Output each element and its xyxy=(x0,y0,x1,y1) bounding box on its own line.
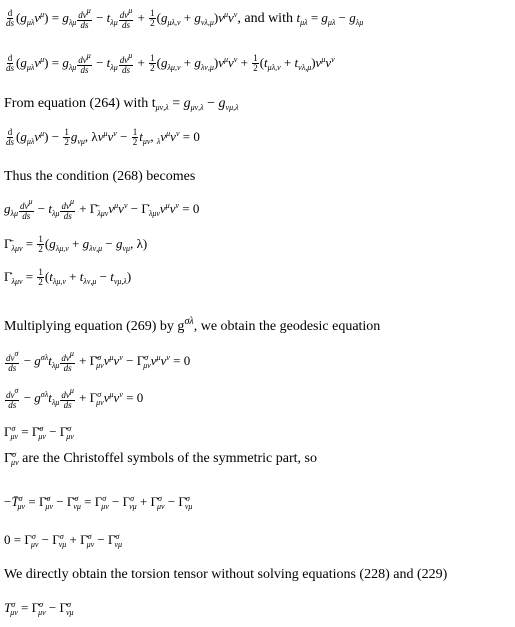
equation-line: $\Gammȧ_{\lambda\mu\nu}$ = $\frac{1}{2}$ $(t_{\lambda\mu,\nu} + t_{\lambda\nu,\mu} - t_{\nu\mu,\lambda})$ xyxy=(4,267,132,288)
equation-line: $\frac{d}{ds}$ $(g_{\mu\lambda}v^\mu) = g_{\lambda\mu}$ $dv^\mu$ ds − $t_{\lambda\mu}$ $dv^\mu$ ds + $\frac{1}{2}$ $(g_{\mu\lambda,\nu} + g_{\nu\lambda,\mu})v^\mu v^\nu$, and with $t_{\mu\lambda} = g_{\mu\lambda} - g_{\lambda\mu}$ xyxy=(6,6,364,31)
inline-text: , we obtain the geodesic equation xyxy=(193,319,381,334)
equation-line: $\frac{d}{ds}$ $(g_{\mu\lambda}v^\mu) = g_{\lambda\mu}$ $dv^\mu$ ds − $t_{\lambda\mu}$ $dv^\mu$ ds + $\frac{1}{2}$ $(g_{\lambda\mu,\nu} + g_{\lambda\nu,\mu})v^\mu v^\nu$ + $\frac{1}{2}$ $(t_{\mu\lambda,\nu} + t_{\nu\lambda,\mu})v^\mu v^\nu$ xyxy=(6,51,335,76)
equation-line: $T^\sigma_{\mu\nu}$ = Γ̇$^\sigma_{\mu\nu}$ − Γ̇$^\sigma_{\nu\mu}$ xyxy=(4,600,74,617)
equation-line: $0 = \Gamma^\sigma_{\mu\nu} - \Gamma^\sigma_{\nu\mu}$ + Γ̇$^\sigma_{\mu\nu}$ − Γ̇$^\sigma_{\nu\mu}$ xyxy=(4,532,123,549)
text-line: Thus the condition (268) becomes xyxy=(4,169,196,184)
text-line: Multiplying equation (269) by $g^{\sigma\lambda}$, we obtain the geodesic equation xyxy=(4,316,381,334)
inline-text: , and with xyxy=(237,10,297,26)
paragraph-text: are the Christoffel symbols of the symmetric part, so xyxy=(22,451,317,466)
paragraph-text: From equation (264) with t xyxy=(4,96,156,111)
text-line: We directly obtain the torsion tensor without solving equations (228) and (229) xyxy=(4,567,448,582)
equation-line: −T̄$^\sigma_{\mu\nu}$ = Γ̄$^\sigma_{\mu\nu}$ − Γ̄$^\sigma_{\nu\mu}$ = $\Gamma^\sigma_{\mu\nu} - \Gamma^\sigma_{\nu\mu}$ + Γ̇$^\sigma_{\mu\nu}$ − Γ̇$^\sigma_{\nu\mu}$ xyxy=(4,494,193,511)
equation-line: $dv^\sigma$ ds − $g^{\sigma\lambda}t_{\lambda\mu}$ $dv^\mu$ ds + $\Gamma^\sigma_{\mu\nu}v^\mu v^\nu = 0$ xyxy=(6,386,144,411)
equation-line: $\frac{d}{ds}$ $(g_{\mu\lambda}v^\mu)$ − $\frac{1}{2}$ $g_{\nu\mu}$, $\lambda v^\mu v^\nu$ − $\frac{1}{2}$ $t_{\mu\nu}$, $_\lambda v^\mu v^\nu = 0$ xyxy=(6,127,200,148)
equation-line: $\Gamma^\sigma_{\mu\nu}$ = Γ̄$^\sigma_{\mu\nu}$ − Γ̇$^\sigma_{\mu\nu}$ xyxy=(4,424,74,441)
paragraph-text: Multiplying equation (269) by g xyxy=(4,319,185,334)
equation-line: $\Gammā_{\lambda\mu\nu}$ = $\frac{1}{2}$ ($g_{\lambda\mu,\nu} + g_{\lambda\nu,\mu} - g_{\nu\mu}$, λ) xyxy=(4,234,148,255)
text-line: Γ̄$^\sigma_{\mu\nu}$ are the Christoffel symbols of the symmetric part, so xyxy=(4,450,317,467)
equation-line: $g_{\lambda\mu}$ $dv^\mu$ ds − $t_{\lambda\mu}$ $dv^\mu$ ds + $\Gammā_{\lambda\mu\nu}v^\mu v^\nu$ − $\Gammȧ_{\lambda\mu\nu}v^\mu v^\nu = 0$ xyxy=(4,197,200,222)
equation-line: $dv^\sigma$ ds − $g^{\sigma\lambda}t_{\lambda\mu}$ $dv^\mu$ ds + $\Gammā^\sigma_{\mu\nu}v^\mu v^\nu$ − $\Gammȧ^\sigma_{\mu\nu}v^\mu v^\nu = 0$ xyxy=(6,349,191,374)
text-line: From equation (264) with $t_{\mu\nu,\lambda} = g_{\mu\nu,\lambda} - g_{\nu\mu,\lambda}$ xyxy=(4,96,239,112)
